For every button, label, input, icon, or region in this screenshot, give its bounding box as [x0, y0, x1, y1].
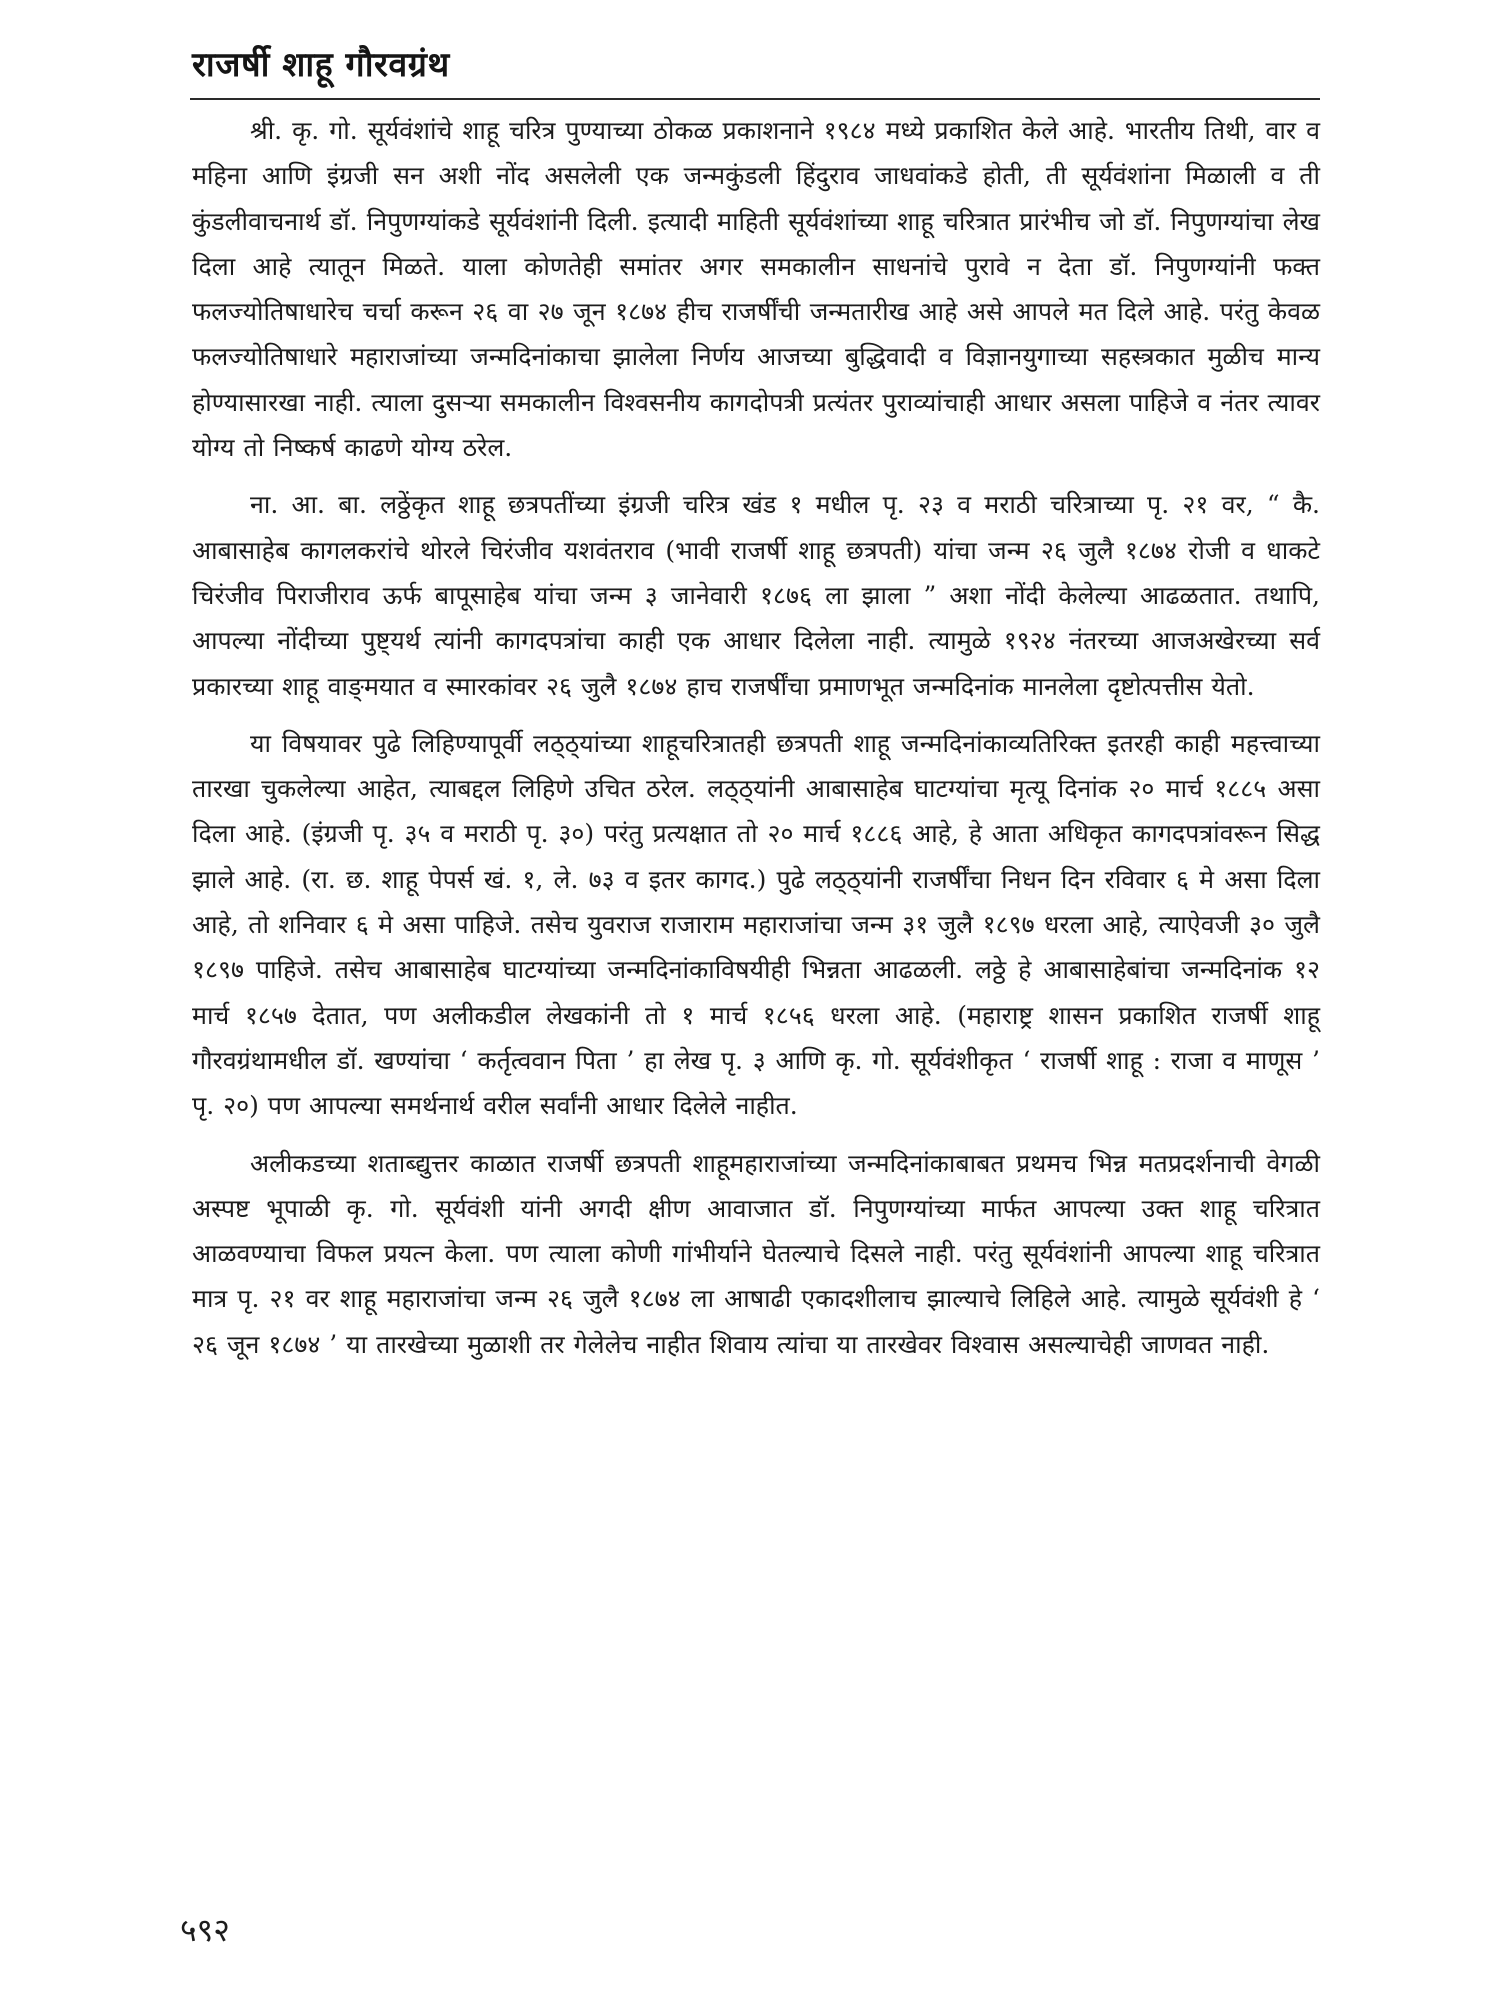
paragraph-3: या विषयावर पुढे लिहिण्यापूर्वी लठ्ठ्यांच्या शाहूचरित्रातही छत्रपती शाहू जन्मदिनांकाव्यतिरिक्त इतरही काही महत्त्वाच्या तारखा चुकलेल्या आहेत, त्याबद्दल लिहिणे उचित ठरेल. लठ्ठ्यांनी आबासाहेब घाटग्यांचा मृत्यू दिनांक २० मार्च १८८५ असा दिला आहे. (इंग्रजी पृ. ३५ व मराठी पृ. ३०) परंतु प्रत्यक्षात तो २० मार्च १८८६ आहे, हे आता अधिकृत कागदपत्रांवरून सिद्ध झाले आहे. (रा. छ. शाहू पेपर्स खं. १, ले. ७३ व इतर कागद.) पुढे लठ्ठ्यांनी राजर्षींचा निधन दिन रविवार ६ मे असा दिला आहे, तो शनिवार ६ मे असा पाहिजे. तसेच युवराज राजाराम महाराजांचा जन्म ३१ जुलै १८९७ धरला आहे, त्याऐवजी ३० जुलै १८९७ पाहिजे. तसेच आबासाहेब घाटग्यांच्या जन्मदिनांकाविषयीही भिन्नता आढळली. लठ्ठे हे आबासाहेबांचा जन्मदिनांक १२ मार्च १८५७ देतात, पण अलीकडील लेखकांनी तो १ मार्च १८५६ धरला आहे. (महाराष्ट्र शासन प्रकाशित राजर्षी शाहू गौरवग्रंथामधील डॉ. खण्यांचा ‘ कर्तृत्ववान पिता ’ हा लेख पृ. ३ आणि कृ. गो. सूर्यवंशीकृत ‘ राजर्षी शाहू : राजा व माणूस ’ पृ. २०) पण आपल्या समर्थनार्थ वरील सर्वांनी आधार दिलेले नाहीत. [192, 728, 1320, 1121]
header-divider [190, 98, 1320, 100]
body-text [192, 108, 1320, 1379]
page-number: ५९२ [180, 1911, 230, 1949]
paragraph-1: श्री. कृ. गो. सूर्यवंशांचे शाहू चरित्र पुण्याच्या ठोकळ प्रकाशनाने १९८४ मध्ये प्रकाशित केले आहे. भारतीय तिथी, वार व महिना आणि इंग्रजी सन अशी नोंद असलेली एक जन्मकुंडली हिंदुराव जाधवांकडे होती, ती सूर्यवंशांना मिळाली व ती कुंडलीवाचनार्थ डॉ. निपुणग्यांकडे सूर्यवंशांनी दिली. इत्यादी माहिती सूर्यवंशांच्या शाहू चरित्रात प्रारंभीच जो डॉ. निपुणग्यांचा लेख दिला आहे त्यातून मिळते. याला कोणतेही समांतर अगर समकालीन साधनांचे पुरावे न देता डॉ. निपुणग्यांनी फक्त फलज्योतिषाधारेच चर्चा करून २६ वा २७ जून १८७४ हीच राजर्षींची जन्मतारीख आहे असे आपले मत दिले आहे. परंतु केवळ फलज्योतिषाधारे महाराजांच्या जन्मदिनांकाचा झालेला निर्णय आजच्या बुद्धिवादी व विज्ञानयुगाच्या सहस्त्रकात मुळीच मान्य होण्यासारखा नाही. त्याला दुसऱ्या समकालीन विश्वसनीय कागदोपत्री प्रत्यंतर पुराव्यांचाही आधार असला पाहिजे व नंतर त्यावर योग्य तो निष्कर्ष काढणे योग्य ठरेल. [192, 116, 1320, 463]
paragraph-4: अलीकडच्या शताब्द्युत्तर काळात राजर्षी छत्रपती शाहूमहाराजांच्या जन्मदिनांकाबाबत प्रथमच भिन्न मतप्रदर्शनाची वेगळी अस्पष्ट भूपाळी कृ. गो. सूर्यवंशी यांनी अगदी क्षीण आवाजात डॉ. निपुणग्यांच्या मार्फत आपल्या उक्त शाहू चरित्रात आळवण्याचा विफल प्रयत्न केला. पण त्याला कोणी गांभीर्याने घेतल्याचे दिसले नाही. परंतु सूर्यवंशांनी आपल्या शाहू चरित्रात मात्र पृ. २१ वर शाहू महाराजांचा जन्म २६ जुलै १८७४ ला आषाढी एकादशीलाच झाल्याचे लिहिले आहे. त्यामुळे सूर्यवंशी हे ‘ २६ जून १८७४ ’ या तारखेच्या मुळाशी तर गेलेलेच नाहीत शिवाय त्यांचा या तारखेवर विश्वास असल्याचेही जाणवत नाही. [192, 1148, 1320, 1359]
paragraph-2: ना. आ. बा. लठ्ठेंकृत शाहू छत्रपतींच्या इंग्रजी चरित्र खंड १ मधील पृ. २३ व मराठी चरित्राच्या पृ. २१ वर, “ कै. आबासाहेब कागलकरांचे थोरले चिरंजीव यशवंतराव (भावी राजर्षी शाहू छत्रपती) यांचा जन्म २६ जुलै १८७४ रोजी व धाकटे चिरंजीव पिराजीराव ऊर्फ बापूसाहेब यांचा जन्म ३ जानेवारी १८७६ ला झाला ” अशा नोंदी केलेल्या आढळतात. तथापि, आपल्या नोंदीच्या पुष्ट्यर्थ त्यांनी कागदपत्रांचा काही एक आधार दिलेला नाही. त्यामुळे १९२४ नंतरच्या आजअखेरच्या सर्व प्रकारच्या शाहू वाङ्‍मयात व स्मारकांवर २६ जुलै १८७४ हाच राजर्षींचा प्रमाणभूत जन्मदिनांक मानलेला दृष्टोत्पत्तीस येतो. [192, 490, 1320, 701]
running-head-title: राजर्षी शाहू गौरवग्रंथ [192, 45, 450, 85]
